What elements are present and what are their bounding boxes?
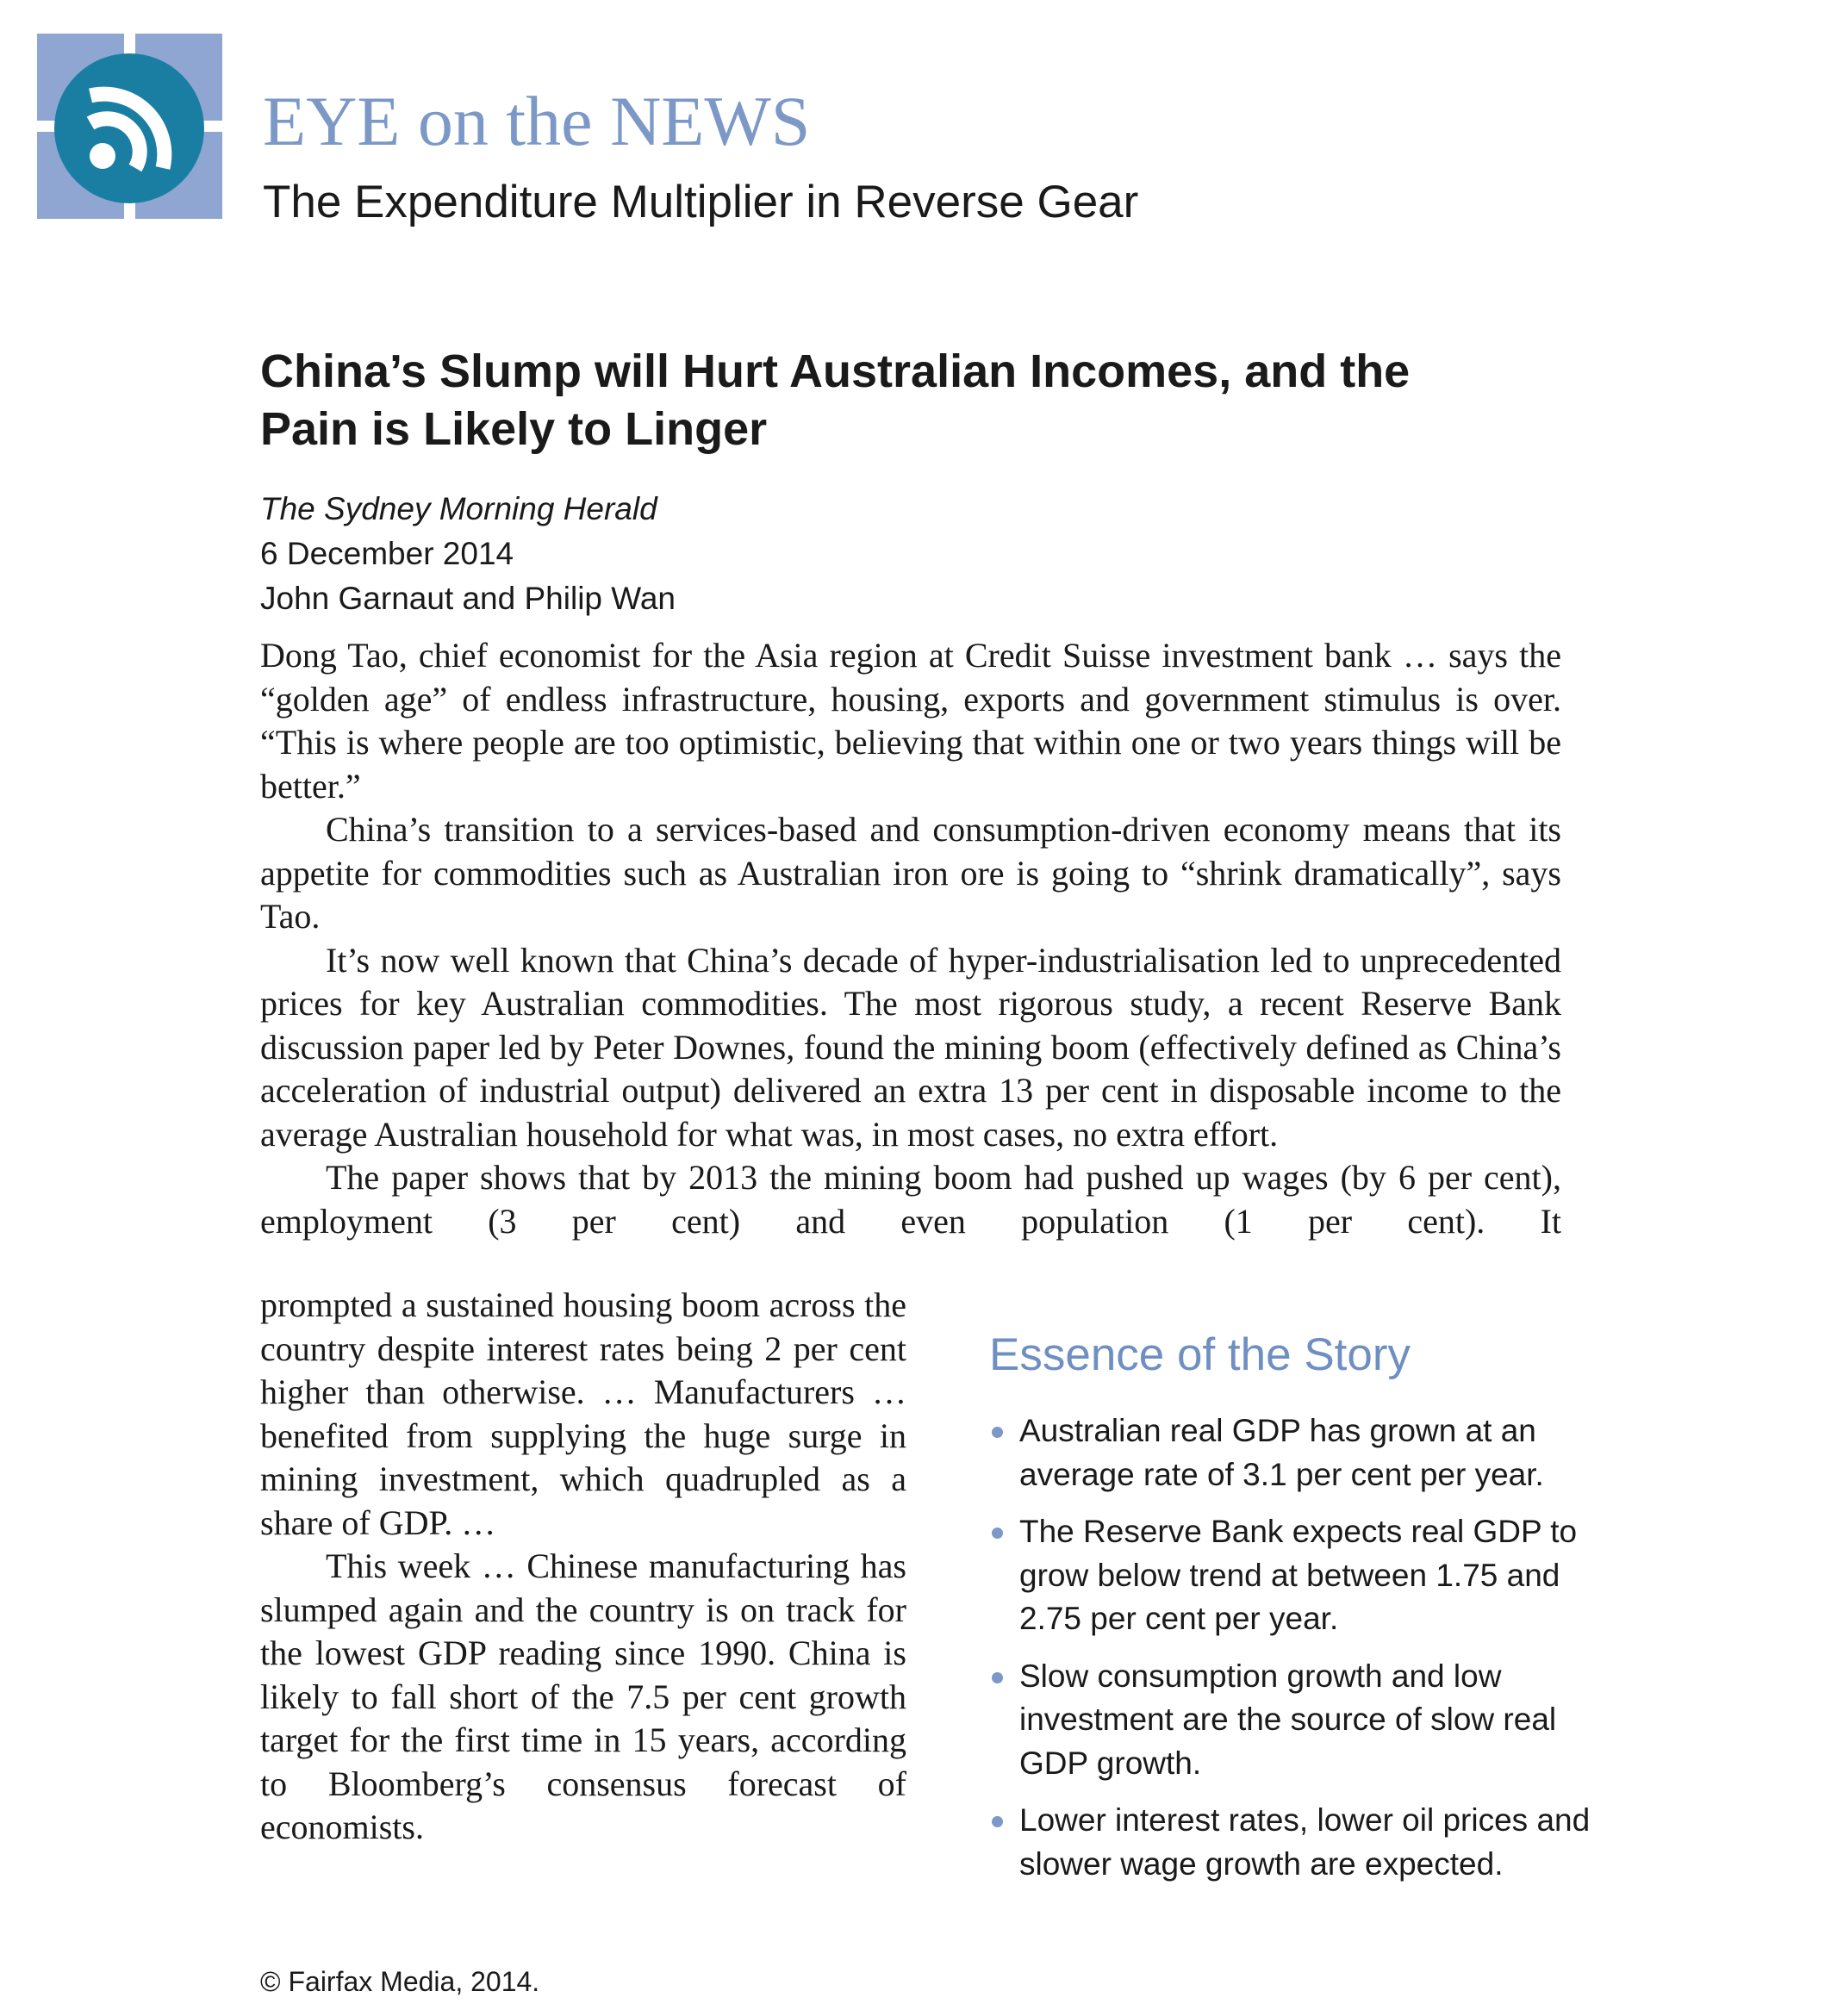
article-authors: John Garnaut and Philip Wan	[260, 581, 676, 616]
headline-line-1: China’s Slump will Hurt Australian Incomes, and the	[260, 345, 1411, 397]
essence-list-item: The Reserve Bank expects real GDP to grow below trend at between 1.75 and 2.75 per cent per year.	[989, 1510, 1592, 1641]
article-headline	[260, 343, 1553, 458]
essence-list-item: Slow consumption growth and low investment are the source of slow real GDP growth.	[989, 1655, 1592, 1786]
article-body-column	[260, 1284, 906, 1850]
bullet-dot-icon	[992, 1672, 1003, 1683]
article-paragraph: This week … Chinese manufacturing has slumped again and the country is on track for the lowest GDP reading since 1990. China is likely to fall short of the 7.5 per cent growth target for the first time in 15 years, according to Bloomberg’s consensus forecast of economists.	[260, 1546, 906, 1846]
article-paragraph: The paper shows that by 2013 the mining boom had pushed up wages (by 6 per cent), employment (3 per cent) and even population (1 per cent). It	[260, 1158, 1561, 1241]
essence-of-the-story-box	[989, 1330, 1592, 1900]
series-title: EYE on the NEWS	[263, 82, 811, 160]
essence-list	[989, 1409, 1592, 1886]
publication-date: 6 December 2014	[260, 536, 514, 571]
bullet-dot-icon	[992, 1816, 1003, 1827]
essence-list-item: Australian real GDP has grown at an average rate of 3.1 per cent per year.	[989, 1409, 1592, 1496]
article-body-full-width	[260, 634, 1561, 1243]
bullet-dot-icon	[992, 1427, 1003, 1438]
article-paragraph: prompted a sustained housing boom across the country despite interest rates being 2 per cent higher than otherwise. … Manufacturers … benefited from supplying the huge surge in mining investment, which quadrupled as a share of GDP. …	[260, 1285, 906, 1542]
publication-name: The Sydney Morning Herald	[260, 491, 657, 526]
rss-feed-icon	[37, 34, 222, 219]
essence-title: Essence of the Story	[989, 1329, 1411, 1380]
headline-line-2: Pain is Likely to Linger	[260, 403, 768, 455]
article-paragraph: China’s transition to a services-based and consumption-driven economy means that its appetite for commodities such as Australian iron ore is going to “shrink dramatically”, says Tao.	[260, 810, 1561, 936]
essence-list-item: Lower interest rates, lower oil prices and slower wage growth are expected.	[989, 1799, 1592, 1886]
article-paragraph: It’s now well known that China’s decade of hyper-industrialisation led to unprecedented prices for key Australian commodities. The most rigorous study, a recent Reserve Bank discussion paper led by Peter Downes, found the mining boom (effectively defined as China’s acceleration of industrial output) delivered an extra 13 per cent in disposable income to the average Australian household for what was, in most cases, no extra effort.	[260, 940, 1561, 1154]
article-meta	[260, 487, 676, 621]
bullet-dot-icon	[992, 1528, 1003, 1539]
chapter-title: The Expenditure Multiplier in Reverse Gear	[263, 177, 1139, 227]
copyright-notice: © Fairfax Media, 2014.	[260, 1966, 540, 1997]
article-paragraph: Dong Tao, chief economist for the Asia region at Credit Suisse investment bank … says the “golden age” of endless infrastructure, housing, exports and government stimulus is over. “This is where people are too optimistic, believing that within one or two years things will be better.”	[260, 636, 1561, 806]
